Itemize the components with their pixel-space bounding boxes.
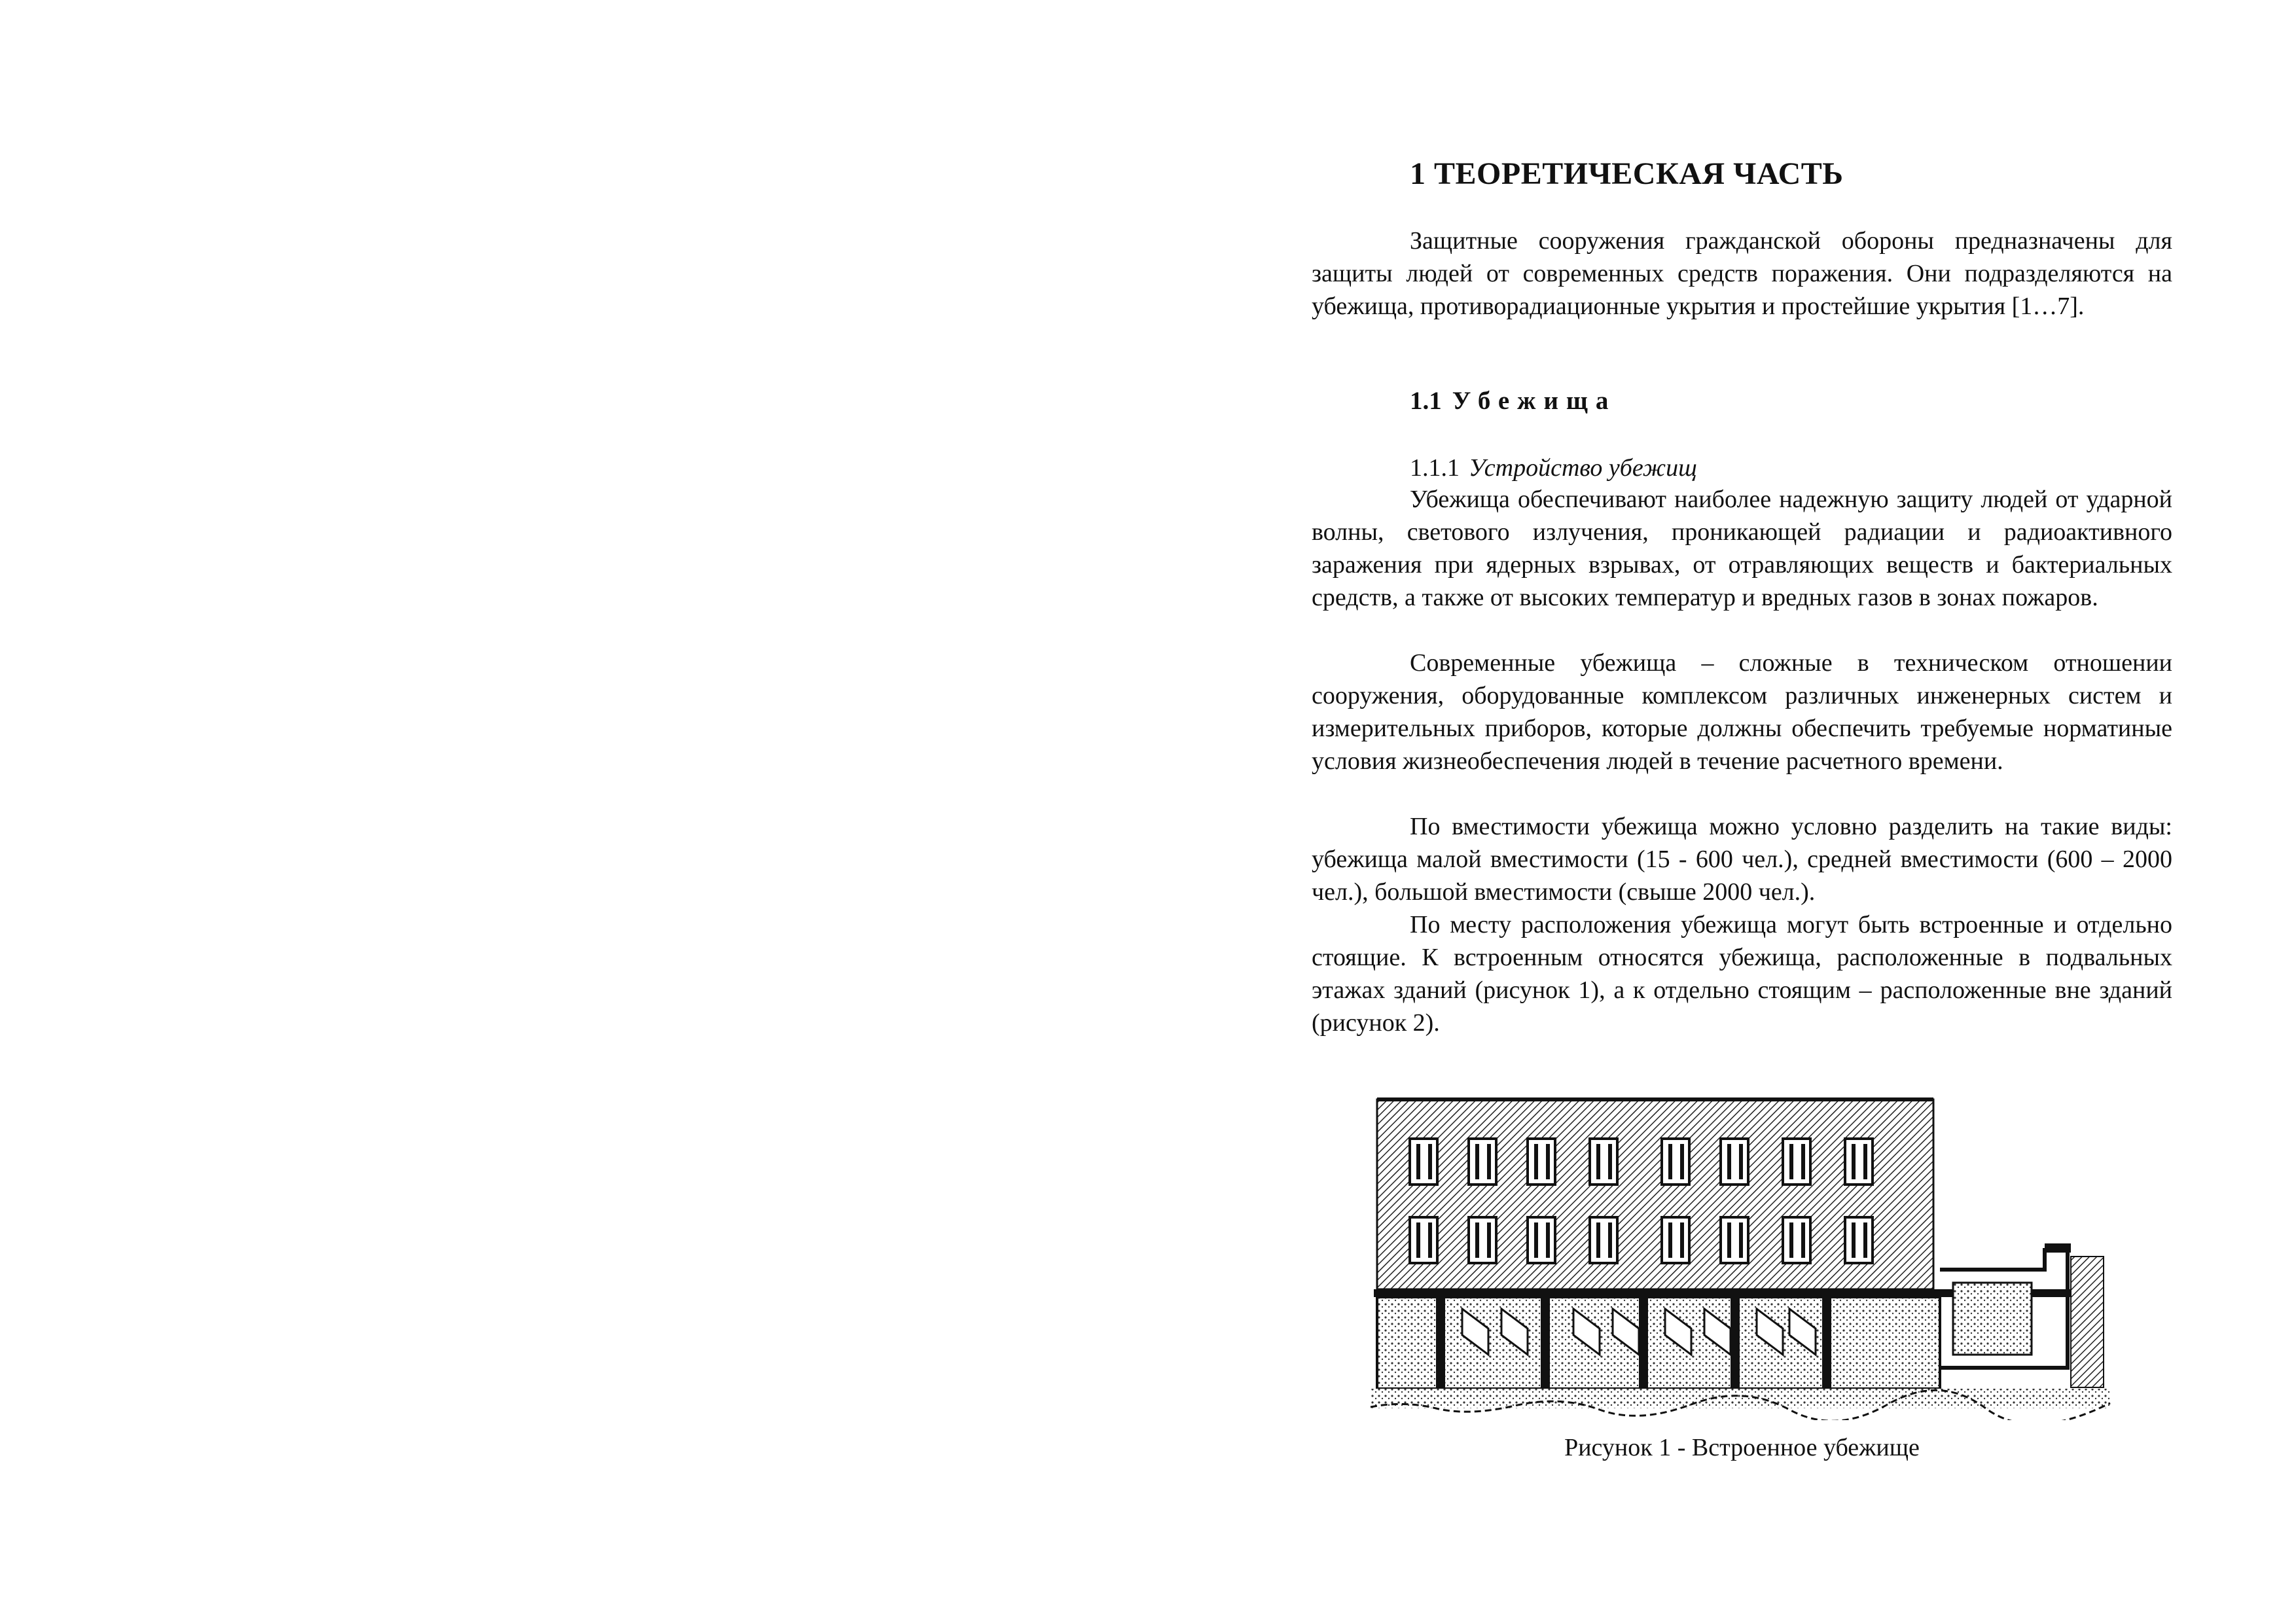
window bbox=[1783, 1139, 1810, 1185]
basement-column bbox=[1731, 1297, 1740, 1389]
window bbox=[1845, 1217, 1873, 1263]
window bbox=[1590, 1217, 1617, 1263]
figure-built-in-shelter bbox=[1364, 1093, 2117, 1420]
section-title: Убежища bbox=[1452, 387, 1617, 415]
paragraph-modern-shelters: Современные убежища – сложные в техническом отношении сооружения, оборудованные комплексом различных инженерных систем и измерительных приборов, которые должны обеспечить требуемые норматиные условия жизнеобеспечения людей в течение расчетного времени. bbox=[1312, 649, 2172, 775]
intro-paragraph: Защитные сооружения гражданской обороны предназначены для защиты людей от современных средств поражения. Они подразделяются на убежища, противорадиационные укрытия и простейшие укрытия [1…7]. bbox=[1312, 227, 2172, 320]
window bbox=[1662, 1139, 1689, 1185]
basement-column bbox=[1436, 1297, 1445, 1389]
window bbox=[1590, 1139, 1617, 1185]
window bbox=[1845, 1139, 1873, 1185]
paragraph-location: По месту расположения убежища могут быть встроенные и отдельно стоящие. К встроенным относятся убежища, расположенные в подвальных этажах зданий (рисунок 1), а к отдельно стоящим – расположенные вне зданий (рисунок 2). bbox=[1312, 911, 2172, 1037]
window bbox=[1469, 1139, 1496, 1185]
entrance-earth bbox=[2071, 1257, 2104, 1387]
entrance-passage bbox=[1953, 1283, 2032, 1355]
basement-column bbox=[1822, 1297, 1831, 1389]
window bbox=[1469, 1217, 1496, 1263]
window bbox=[1783, 1217, 1810, 1263]
right-page bbox=[1148, 0, 2296, 1623]
window bbox=[1410, 1217, 1437, 1263]
subsection-heading bbox=[1410, 454, 1697, 482]
chapter-title: 1 ТЕОРЕТИЧЕСКАЯ ЧАСТЬ bbox=[1410, 156, 1844, 191]
window bbox=[1721, 1217, 1748, 1263]
window bbox=[1528, 1139, 1555, 1185]
paragraph-protection: Убежища обеспечивают наиболее надежную защиту людей от ударной волны, светового излучения, проникающей радиации и радиоактивного заражения при ядерных взрывах, от отравляющих веществ и бактериальных средств, а также от высоких температур и вредных газов в зонах пожаров. bbox=[1312, 486, 2172, 611]
building-shelter-illustration bbox=[1364, 1093, 2117, 1420]
subsection-number: 1.1.1 bbox=[1410, 454, 1460, 482]
paragraph-capacity: По вместимости убежища можно условно разделить на такие виды: убежища малой вместимости (15 - 600 чел.), средней вместимости (600 – 2000 чел.), большой вместимости (свыше 2000 чел.). bbox=[1312, 813, 2172, 906]
section-heading bbox=[1410, 386, 1616, 416]
figure-caption: Рисунок 1 - Встроенное убежище bbox=[1564, 1434, 1920, 1461]
basement-column bbox=[1639, 1297, 1648, 1389]
window bbox=[1528, 1217, 1555, 1263]
window bbox=[1721, 1139, 1748, 1185]
entrance-vent-cap bbox=[2045, 1243, 2071, 1253]
window bbox=[1662, 1217, 1689, 1263]
window bbox=[1410, 1139, 1437, 1185]
subsection-title: Устройство убежищ bbox=[1469, 454, 1697, 482]
section-number: 1.1 bbox=[1410, 387, 1442, 415]
basement-column bbox=[1541, 1297, 1550, 1389]
soil bbox=[1371, 1389, 2110, 1408]
